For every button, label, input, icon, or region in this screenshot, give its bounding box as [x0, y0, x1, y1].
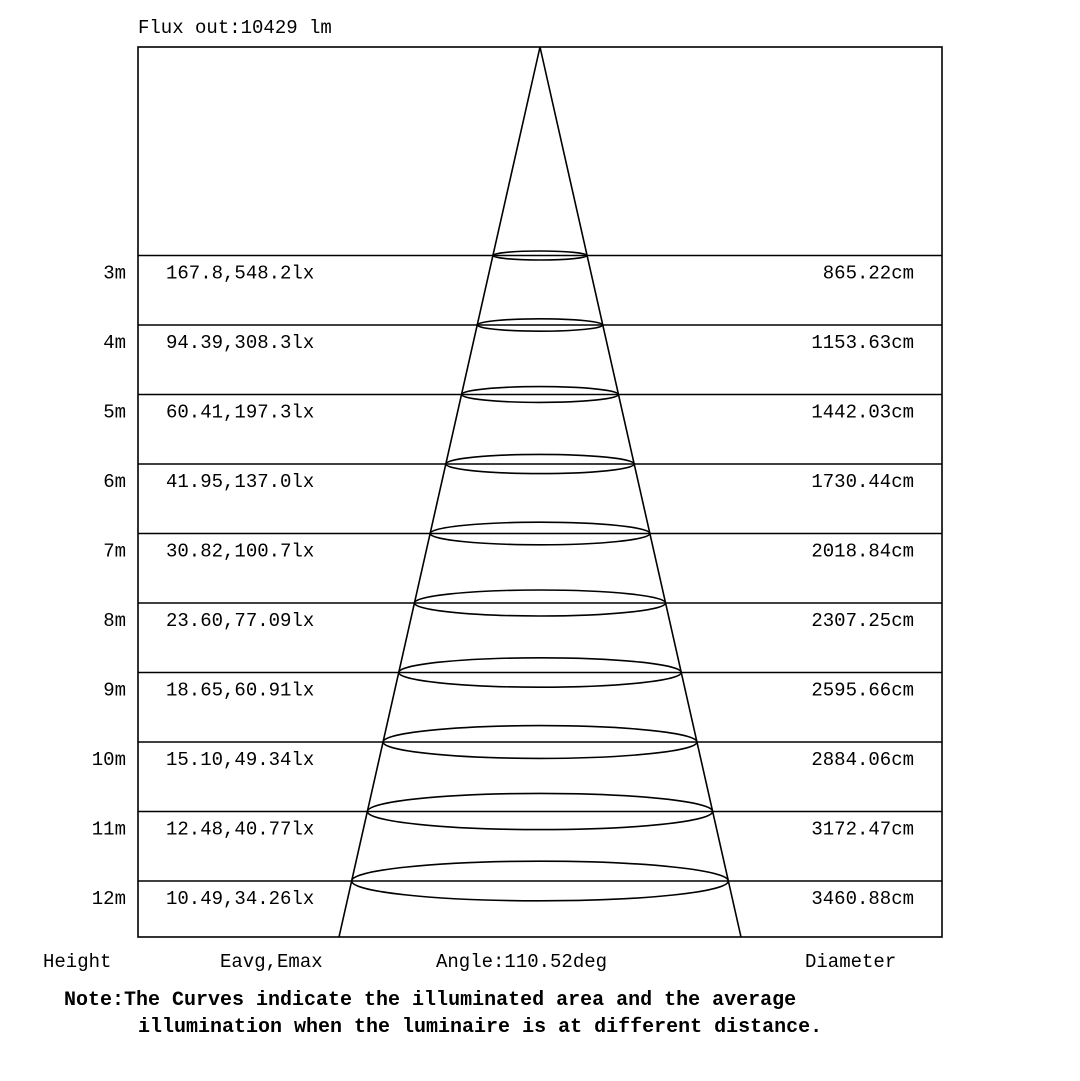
row-illuminance-label: 23.60,77.09lx	[166, 610, 315, 632]
row-height-label: 9m	[103, 679, 126, 702]
row-illuminance-label: 41.95,137.0lx	[166, 471, 315, 493]
eavg-emax-column-label: Eavg,Emax	[220, 951, 323, 973]
row-diameter-label: 2018.84cm	[811, 540, 914, 563]
row-diameter-label: 1153.63cm	[811, 332, 914, 354]
row-illuminance-label: 167.8,548.2lx	[166, 262, 315, 285]
note-line-1: Note:The Curves indicate the illuminated area and the average	[64, 989, 797, 1012]
row-height-label: 10m	[91, 749, 126, 771]
row-height-label: 5m	[103, 401, 126, 424]
row-diameter-label: 2595.66cm	[811, 679, 914, 702]
flux-out-label: Flux out:10429 lm	[138, 17, 332, 39]
diameter-column-label: Diameter	[805, 951, 897, 973]
row-height-label: 8m	[103, 610, 126, 632]
row-height-label: 12m	[91, 888, 126, 910]
row-illuminance-label: 15.10,49.34lx	[166, 749, 315, 771]
row-diameter-label: 1442.03cm	[811, 401, 914, 424]
distance-rows	[92, 251, 942, 910]
row-height-label: 4m	[103, 332, 126, 354]
row-illuminance-label: 12.48,40.77lx	[166, 818, 315, 841]
row-diameter-label: 2307.25cm	[811, 610, 914, 632]
row-illuminance-label: 10.49,34.26lx	[166, 888, 315, 910]
note-line-2: illumination when the luminaire is at different distance.	[138, 1016, 823, 1039]
beam-right-edge	[540, 47, 741, 937]
height-column-label: Height	[43, 951, 112, 973]
row-illuminance-label: 94.39,308.3lx	[166, 332, 315, 354]
row-diameter-label: 1730.44cm	[811, 471, 914, 493]
row-height-label: 11m	[91, 818, 126, 841]
row-diameter-label: 2884.06cm	[811, 749, 914, 771]
row-height-label: 6m	[103, 471, 126, 493]
beam-left-edge	[339, 47, 540, 937]
row-diameter-label: 3460.88cm	[811, 888, 914, 910]
row-illuminance-label: 30.82,100.7lx	[166, 540, 315, 563]
row-height-label: 3m	[103, 262, 126, 285]
row-diameter-label: 3172.47cm	[811, 818, 914, 841]
row-illuminance-label: 60.41,197.3lx	[166, 401, 315, 424]
row-illuminance-label: 18.65,60.91lx	[166, 679, 315, 702]
row-diameter-label: 865.22cm	[822, 262, 914, 285]
beam-angle-label: Angle:110.52deg	[436, 951, 608, 973]
row-height-label: 7m	[103, 540, 126, 563]
